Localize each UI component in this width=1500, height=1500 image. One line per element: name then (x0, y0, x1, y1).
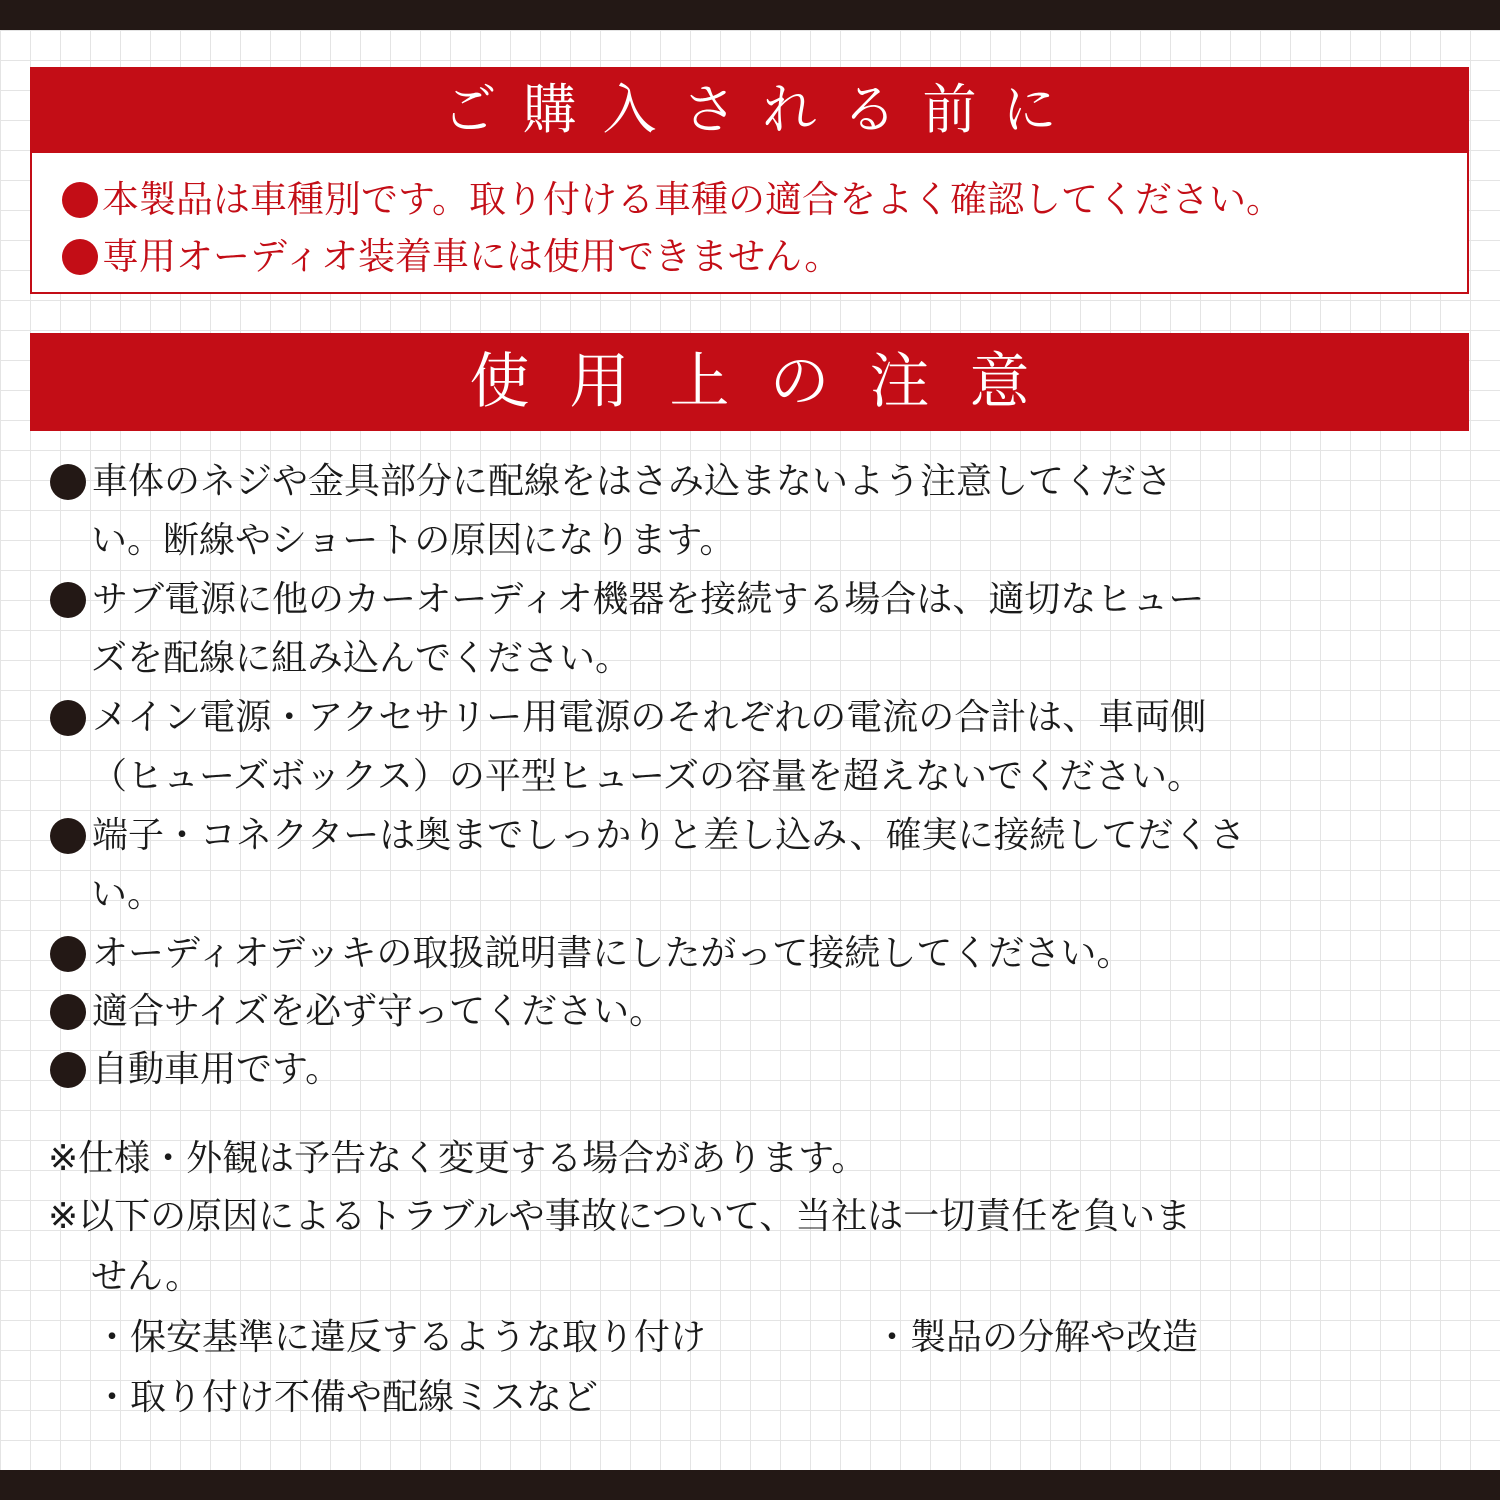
red-bullet-icon (62, 182, 98, 218)
caution-item (48, 453, 1468, 571)
before-purchase-section (30, 67, 1469, 294)
cause-item: ・取り付け不備や配線ミスなど (94, 1377, 599, 1418)
notice-item (62, 171, 1467, 228)
cause-row (48, 1308, 1468, 1368)
caution-item-text: 適合サイズを必ず守ってください。 (92, 991, 666, 1032)
caution-list (48, 453, 1468, 1099)
caution-item-text: オーディオデッキの取扱説明書にしたがって接続してください。 (92, 933, 1133, 974)
caution-item-continuation: （ヒューズボックス）の平型ヒューズの容量を超えないでください。 (91, 756, 1204, 797)
black-bullet-icon (50, 818, 86, 854)
bottom-border-bar (0, 1470, 1500, 1500)
black-bullet-icon (50, 936, 86, 972)
top-border-bar (0, 0, 1500, 30)
black-bullet-icon (50, 700, 86, 736)
caution-item-text: メイン電源・アクセサリー用電源のそれぞれの電流の合計は、車両側 (92, 697, 1207, 738)
usage-caution-heading: 使用上の注意 (30, 333, 1469, 431)
cause-row (48, 1368, 1468, 1428)
note-spec-change: ※仕様・外観は予告なく変更する場合があります。 (48, 1138, 868, 1179)
caution-item (48, 925, 1468, 983)
caution-item-continuation: ズを配線に組み込んでください。 (91, 638, 632, 679)
caution-item-continuation: い。 (91, 874, 164, 915)
caution-item (48, 983, 1468, 1041)
cause-item: ・保安基準に違反するような取り付け (94, 1317, 707, 1358)
caution-item (48, 689, 1468, 807)
before-purchase-box (30, 153, 1469, 294)
black-bullet-icon (50, 1052, 86, 1088)
before-purchase-heading: ご購入される前に (30, 67, 1469, 153)
red-bullet-icon (62, 239, 98, 275)
caution-item-continuation: い。断線やショートの原因になります。 (91, 520, 736, 561)
black-bullet-icon (50, 994, 86, 1030)
note-liability-continuation: せん。 (91, 1256, 202, 1297)
black-bullet-icon (50, 464, 86, 500)
cause-item: ・製品の分解や改造 (874, 1317, 1199, 1358)
caution-item-text: 端子・コネクターは奥までしっかりと差し込み、確実に接続してだくさ (92, 815, 1246, 856)
caution-item-text: 自動車用です。 (92, 1049, 342, 1090)
caution-item (48, 571, 1468, 689)
notice-item-text: 専用オーディオ装着車には使用できません。 (102, 235, 842, 278)
notice-item-text: 本製品は車種別です。取り付ける車種の適合をよく確認してください。 (102, 178, 1284, 221)
note-liability: ※以下の原因によるトラブルや事故について、当社は一切責任を負いま (48, 1196, 1192, 1237)
caution-item-text: サブ電源に他のカーオーディオ機器を接続する場合は、適切なヒュー (92, 579, 1205, 620)
notice-item (62, 228, 1467, 285)
caution-item (48, 1041, 1468, 1099)
caution-item-text: 車体のネジや金具部分に配線をはさみ込まないよう注意してくださ (92, 461, 1173, 502)
black-bullet-icon (50, 582, 86, 618)
caution-item (48, 807, 1468, 925)
disclaimer-notes (48, 1130, 1468, 1428)
usage-caution-section (30, 333, 1469, 431)
